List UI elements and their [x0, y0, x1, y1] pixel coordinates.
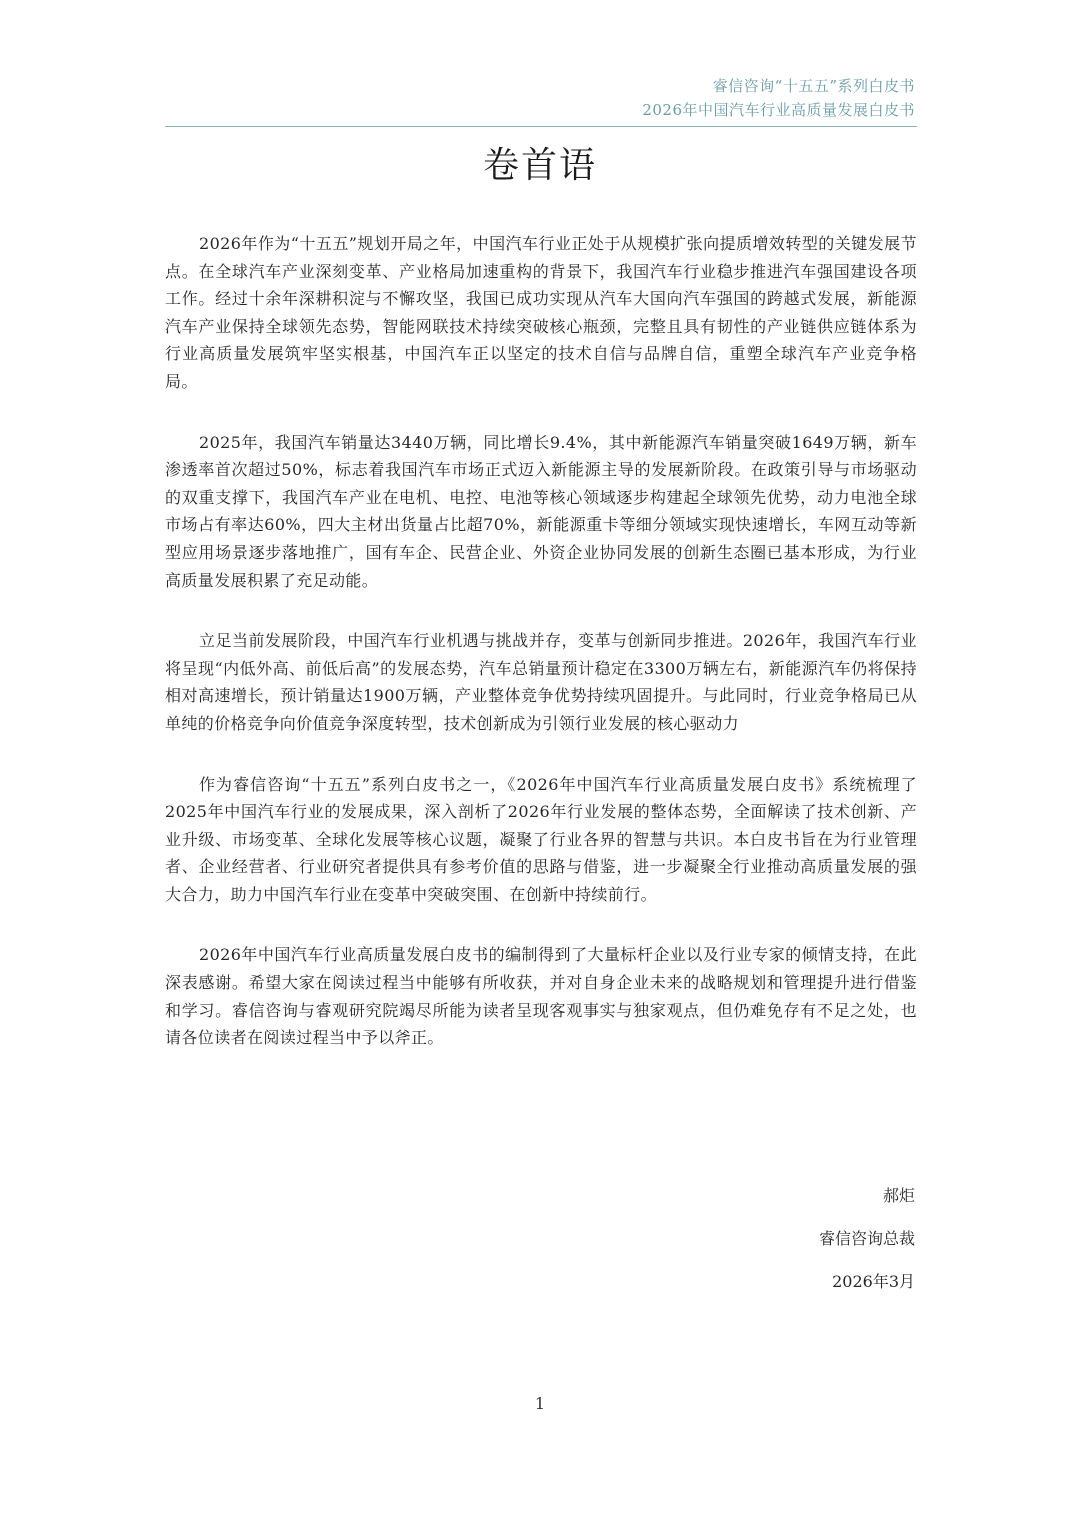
- paragraph-1: 2026年作为“十五五”规划开局之年，中国汽车行业正处于从规模扩张向提质增效转型的关键发展节点。在全球汽车产业深刻变革、产业格局加速重构的背景下，我国汽车行业稳步推进汽车强国建设各项工作。经过十余年深耕积淀与不懈攻坚，我国已成功实现从汽车大国向汽车强国的跨越式发展，新能源汽车产业保持全球领先态势，智能网联技术持续突破核心瓶颈，完整且具有韧性的产业链供应链体系为行业高质量发展筑牢坚实根基，中国汽车正以坚定的技术自信与品牌自信，重塑全球汽车产业竞争格局。: [165, 234, 917, 391]
- signature-block: [819, 1186, 915, 1315]
- foreword-body: [165, 230, 917, 1085]
- header-divider: [165, 126, 917, 127]
- page-title: 卷首语: [482, 145, 597, 186]
- signature-position: 睿信咨询总裁: [818, 1229, 915, 1248]
- page-number: 1: [534, 1394, 546, 1413]
- running-header: [642, 74, 915, 122]
- signature-date: 2026年3月: [832, 1272, 915, 1291]
- paragraph-4: 作为睿信咨询“十五五”系列白皮书之一，《2026年中国汽车行业高质量发展白皮书》系统梳理了2025年中国汽车行业的发展成果，深入剖析了2026年行业发展的整体态势，全面解读了技术创新、产业升级、市场变革、全球化发展等核心议题，凝聚了行业各界的智慧与共识。本白皮书旨在为行业管理者、企业经营者、行业研究者提供具有参考价值的思路与借鉴，进一步凝聚全行业推动高质量发展的强大合力，助力中国汽车行业在变革中突破突围、在创新中持续前行。: [165, 774, 917, 904]
- paragraph-2: 2025年，我国汽车销量达3440万辆，同比增长9.4%，其中新能源汽车销量突破1649万辆，新车渗透率首次超过50%，标志着我国汽车市场正式迈入新能源主导的发展新阶段。在政策引导与市场驱动的双重支撑下，我国汽车产业在电机、电控、电池等核心领域逐步构建起全球领先优势，动力电池全球市场占有率达60%，四大主材出货量占比超70%，新能源重卡等细分领域实现快速增长，车网互动等新型应用场景逐步落地推广，国有车企、民营企业、外资企业协同发展的创新生态圈已基本形成，为行业高质量发展积累了充足动能。: [165, 432, 917, 590]
- header-report-title: 2026年中国汽车行业高质量发展白皮书: [642, 101, 915, 119]
- paragraph-3: 立足当前发展阶段，中国汽车行业机遇与挑战并存，变革与创新同步推进。2026年，我国汽车行业将呈现“内低外高、前低后高”的发展态势，汽车总销量预计稳定在3300万辆左右，新能源汽车仍将保持相对高速增长，预计销量达1900万辆，产业整体竞争优势持续巩固提升。与此同时，行业竞争格局已从单纯的价格竞争向价值竞争深度转型，技术创新成为引领行业发展的核心驱动力: [165, 631, 917, 733]
- signature-name: 郝炬: [882, 1186, 915, 1205]
- header-series-title: 睿信咨询“十五五”系列白皮书: [712, 77, 915, 95]
- paragraph-5: 2026年中国汽车行业高质量发展白皮书的编制得到了大量标杆企业以及行业专家的倾情支持，在此深表感谢。希望大家在阅读过程当中能够有所收获，并对自身企业未来的战略规划和管理提升进行借鉴和学习。睿信咨询与睿观研究院竭尽所能为读者呈现客观事实与独家观点，但仍难免存有不足之处，也请各位读者在阅读过程当中予以斧正。: [165, 945, 917, 1048]
